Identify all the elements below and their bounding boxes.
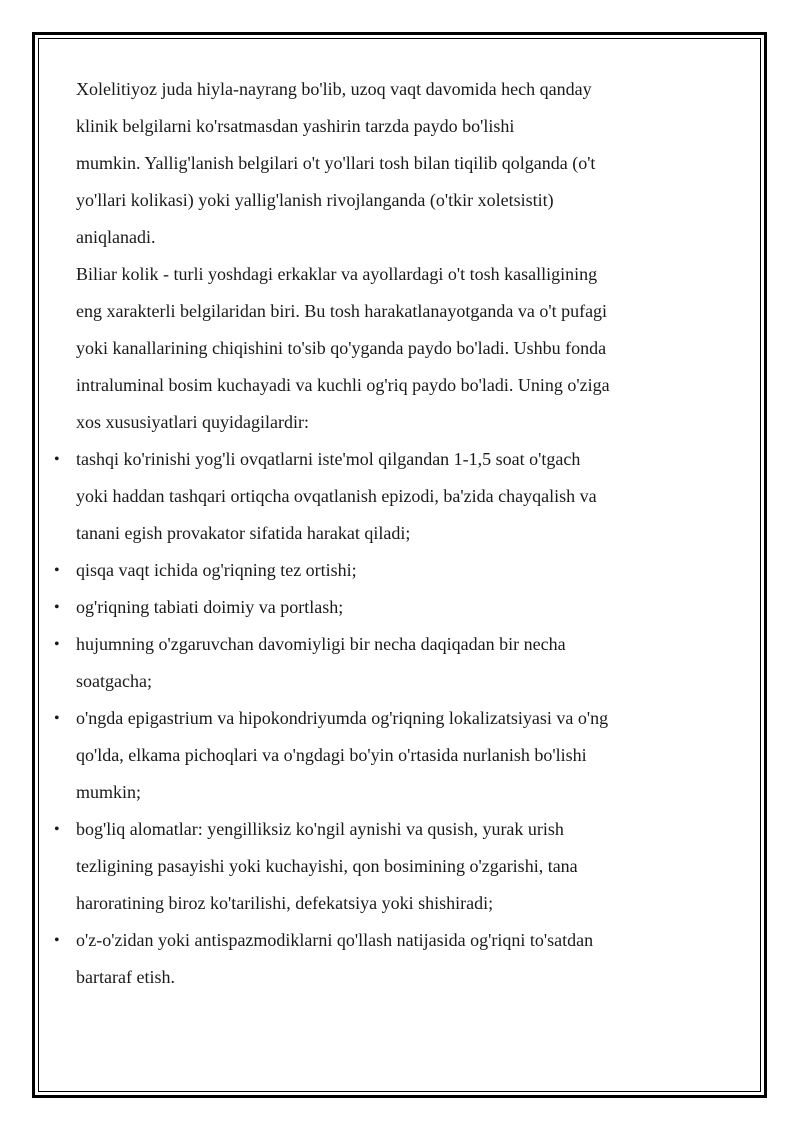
text-line: o'ngda epigastrium va hipokondriyumda og'riqning lokalizatsiyasi va o'ng [76, 708, 609, 728]
text-line: eng xarakterli belgilaridan biri. Bu tosh harakatlanayotganda va o't pufagi [76, 301, 608, 321]
text-line: mumkin. Yallig'lanish belgilari o't yo'llari tosh bilan tiqilib qolganda (o't [76, 153, 596, 173]
text-line: tezligining pasayishi yoki kuchayishi, qon bosimining o'zgarishi, tana [76, 856, 578, 876]
text-line: yoki kanallarining chiqishini to'sib qo'yganda paydo bo'ladi. Ushbu fonda [76, 338, 607, 358]
list-item [54, 922, 726, 996]
bullet-icon: • [54, 451, 60, 468]
text-line: bartaraf etish. [76, 967, 175, 987]
document-body [54, 71, 726, 996]
symptom-list [54, 441, 726, 996]
bullet-icon: • [54, 562, 60, 579]
text-line: og'riqning tabiati doimiy va portlash; [76, 597, 344, 617]
text-line: xos xususiyatlari quyidagilardir: [76, 412, 309, 432]
text-line: o'z-o'zidan yoki antispazmodiklarni qo'llash natijasida og'riqni to'satdan [76, 930, 594, 950]
bullet-icon: • [54, 710, 60, 727]
text-line: Biliar kolik - turli yoshdagi erkaklar va ayollardagi o't tosh kasalligining [76, 264, 598, 284]
list-item [54, 441, 726, 552]
list-item [54, 626, 726, 700]
text-line: mumkin; [76, 782, 142, 802]
text-line: yoki haddan tashqari ortiqcha ovqatlanish epizodi, ba'zida chayqalish va [76, 486, 597, 506]
bullet-icon: • [54, 599, 60, 616]
bullet-icon: • [54, 821, 60, 838]
text-line: yo'llari kolikasi) yoki yallig'lanish rivojlanganda (o'tkir xoletsistit) [76, 190, 554, 210]
paragraph-intro [76, 71, 726, 256]
text-line: tanani egish provakator sifatida harakat qiladi; [76, 523, 411, 543]
list-item [54, 589, 726, 626]
text-line: Xolelitiyoz juda hiyla-nayrang bo'lib, uzoq vaqt davomida hech qanday [76, 79, 592, 99]
bullet-icon: • [54, 932, 60, 949]
paragraph-biliar-kolik [76, 256, 726, 441]
list-item [54, 811, 726, 922]
list-item [54, 700, 726, 811]
bullet-icon: • [54, 636, 60, 653]
text-line: haroratining biroz ko'tarilishi, defekatsiya yoki shishiradi; [76, 893, 494, 913]
text-line: intraluminal bosim kuchayadi va kuchli og'riq paydo bo'ladi. Uning o'ziga [76, 375, 610, 395]
text-line: bog'liq alomatlar: yengilliksiz ko'ngil aynishi va qusish, yurak urish [76, 819, 564, 839]
text-line: qo'lda, elkama pichoqlari va o'ngdagi bo'yin o'rtasida nurlanish bo'lishi [76, 745, 587, 765]
text-line: soatgacha; [76, 671, 152, 691]
text-line: tashqi ko'rinishi yog'li ovqatlarni iste'mol qilgandan 1-1,5 soat o'tgach [76, 449, 581, 469]
text-line: hujumning o'zgaruvchan davomiyligi bir necha daqiqadan bir necha [76, 634, 566, 654]
text-line: aniqlanadi. [76, 227, 156, 247]
text-line: klinik belgilarni ko'rsatmasdan yashirin tarzda paydo bo'lishi [76, 116, 515, 136]
list-item [54, 552, 726, 589]
text-line: qisqa vaqt ichida og'riqning tez ortishi; [76, 560, 357, 580]
